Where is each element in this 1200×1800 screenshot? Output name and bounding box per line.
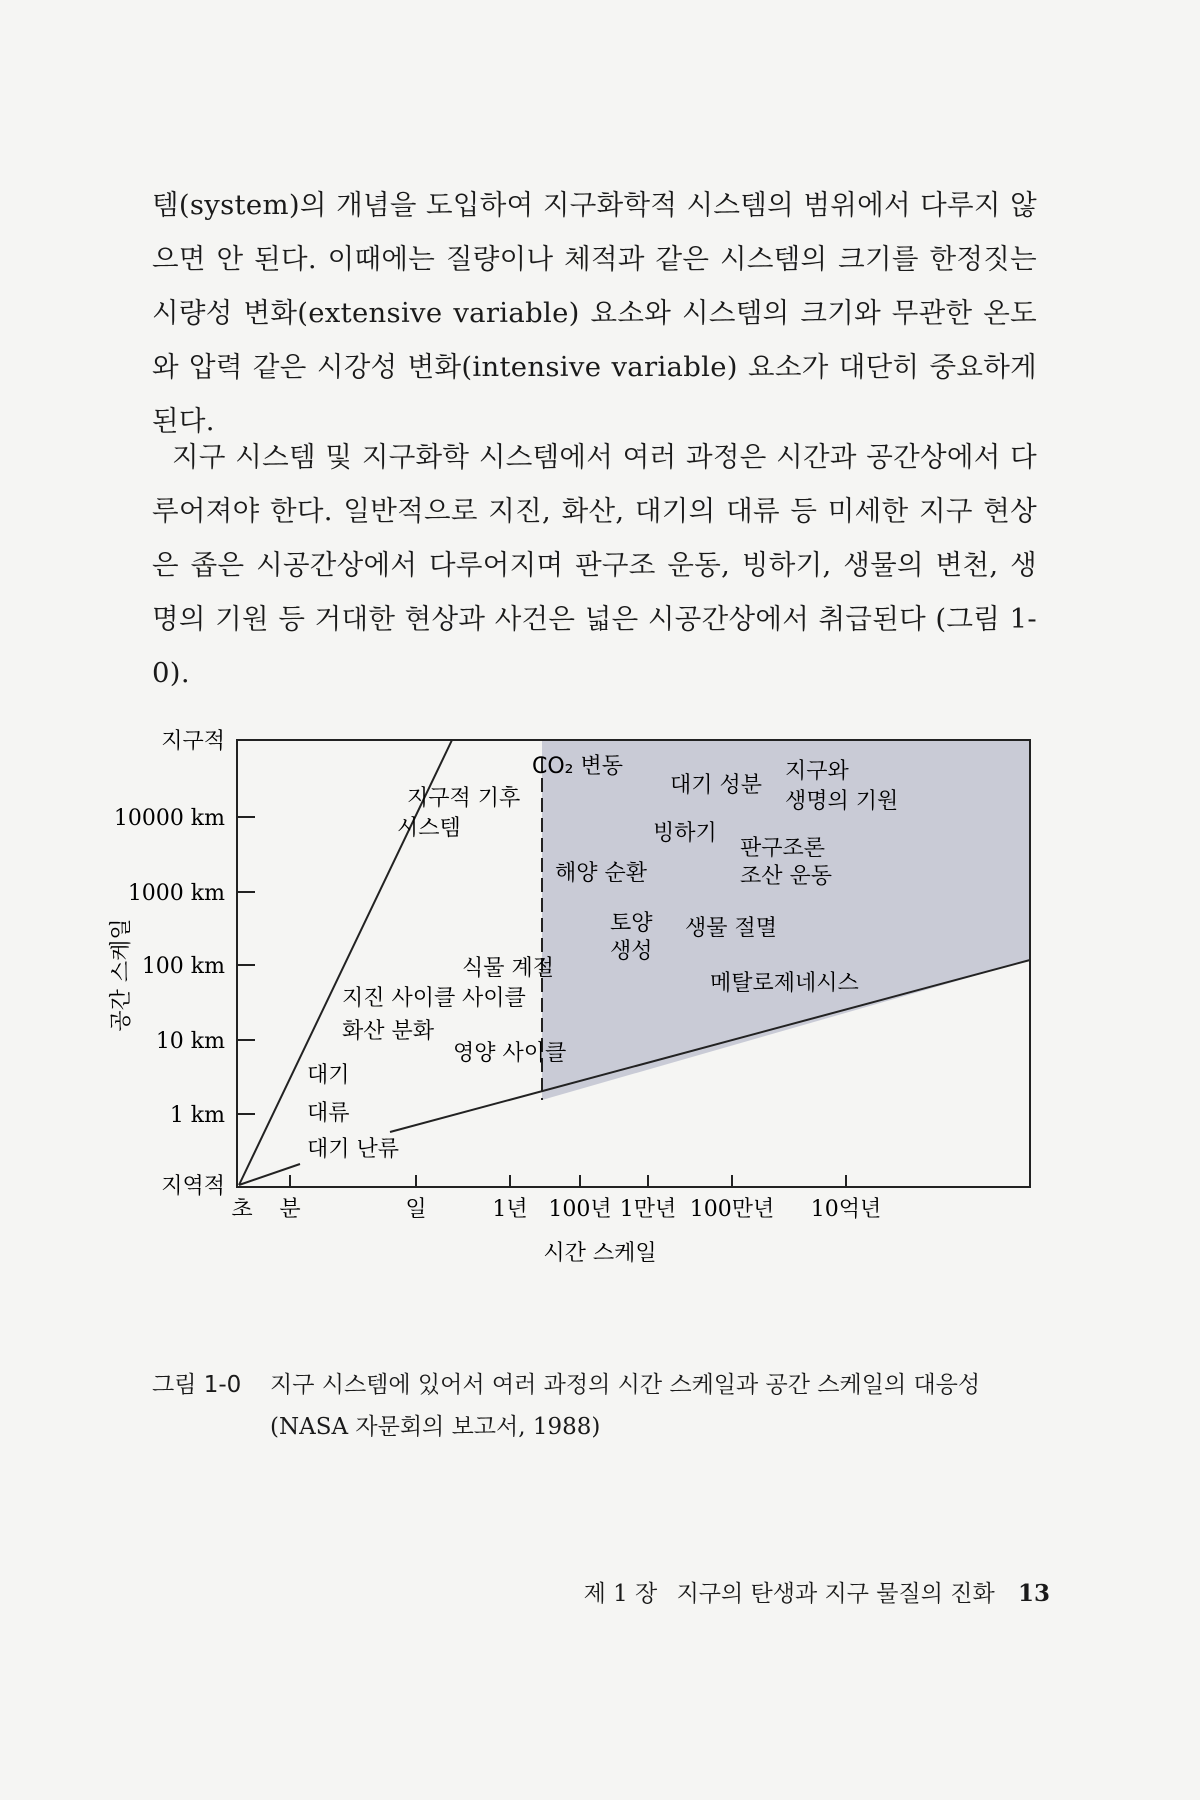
figure-time-space-scale — [100, 720, 1060, 1340]
y-tick-label: 1000 km — [127, 881, 225, 906]
diagram-label: 토양 — [610, 911, 653, 936]
diagram-label: 화산 분화 — [342, 1019, 435, 1044]
y-tick-label: 10 km — [155, 1029, 225, 1054]
x-tick-label: 1년 — [492, 1197, 528, 1222]
caption-label: 그림 1-0 — [152, 1372, 242, 1398]
y-tick-label: 100 km — [141, 954, 225, 979]
x-tick-label: 100년 — [548, 1197, 612, 1222]
diagram-label: 식물 계절 — [462, 956, 555, 981]
diagram-label: 사이클 — [462, 986, 526, 1011]
x-tick-label: 100만년 — [689, 1197, 775, 1222]
diagram-label: 시스템 — [397, 816, 461, 841]
diagram-label: 지진 사이클 — [342, 986, 456, 1011]
diagram-label: 메탈로제네시스 — [710, 971, 859, 996]
diagram-label: 판구조론 — [740, 836, 826, 861]
paragraph-1: 템(system)의 개념을 도입하여 지구화학적 시스템의 범위에서 다루지 않으면 안 된다. 이때에는 질량이나 체적과 같은 시스템의 크기를 한정짓는 시량성 변화(extensive variable) 요소와 시스템의 크기와 무관한 온도와 압력 같은 시강성 변화(intensive variable) 요소가 대단히 중요하게 된다. — [152, 189, 1037, 437]
diagram-label: 대기 난류 — [307, 1137, 400, 1162]
diagram-label: 생성 — [610, 939, 653, 964]
y-tick-label: 지역적 — [161, 1174, 225, 1199]
diagram-label: CO₂ 변동 — [532, 754, 623, 779]
diagram-label: 대류 — [307, 1101, 350, 1126]
diagram-label: 조산 운동 — [740, 864, 833, 889]
diagram-label: 생명의 기원 — [785, 789, 899, 814]
scale-diagram — [100, 720, 1060, 1340]
page-number: 13 — [1017, 1580, 1050, 1607]
diagram-label: 대기 — [307, 1063, 350, 1088]
footer-title: 지구의 탄생과 지구 물질의 진화 — [676, 1581, 995, 1607]
x-axis-label: 시간 스케일 — [543, 1241, 657, 1266]
diagram-label: 빙하기 — [653, 821, 717, 846]
y-tick-label: 지구적 — [161, 729, 225, 754]
diagram-label: 영양 사이클 — [453, 1041, 567, 1066]
diagram-label: 해양 순환 — [555, 861, 648, 886]
x-tick-label: 1만년 — [619, 1197, 677, 1222]
x-tick-label: 초 — [231, 1197, 253, 1222]
x-tick-label: 10억년 — [810, 1197, 882, 1222]
diagram-label: 생물 절멸 — [685, 916, 778, 941]
x-tick-label: 분 — [279, 1197, 301, 1222]
x-tick-label: 일 — [405, 1197, 427, 1222]
diagram-label: 지구와 — [785, 759, 849, 784]
y-tick-label: 1 km — [169, 1103, 225, 1128]
y-tick-label: 10000 km — [113, 806, 225, 831]
page-footer — [572, 1575, 1050, 1608]
diagram-label: 대기 성분 — [670, 773, 763, 798]
caption-text: 지구 시스템에 있어서 여러 과정의 시간 스케일과 공간 스케일의 대응성 (NASA 자문회의 보고서, 1988) — [270, 1372, 981, 1440]
y-axis-label: 공간 스케일 — [109, 918, 134, 1032]
diagram-label: 지구적 기후 — [407, 786, 521, 811]
footer-chapter: 제 1 장 — [583, 1581, 658, 1607]
paragraph-2: 지구 시스템 및 지구화학 시스템에서 여러 과정은 시간과 공간상에서 다루어져야 한다. 일반적으로 지진, 화산, 대기의 대류 등 미세한 지구 현상은 좁은 시공간상에서 다루어지며 판구조 운동, 빙하기, 생물의 변천, 생명의 기원 등 거대한 현상과 사건은 넓은 시공간상에서 취급된다 (그림 1-0). — [152, 441, 1037, 689]
